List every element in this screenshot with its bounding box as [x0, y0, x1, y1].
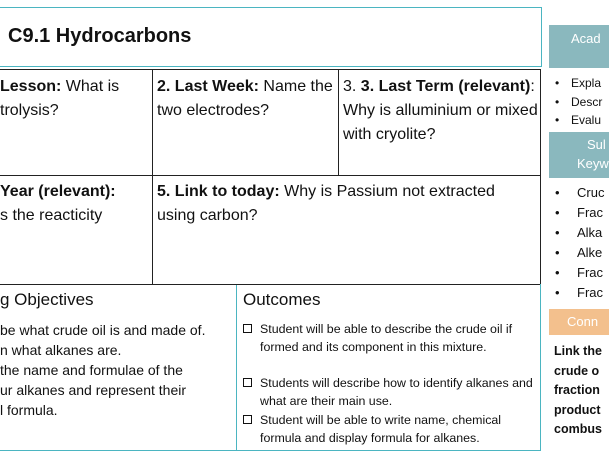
checkbox-icon — [243, 415, 252, 424]
outcomes-title: Outcomes — [243, 290, 321, 309]
objective-line: be what crude oil is and made of. — [0, 322, 206, 338]
checkbox-icon — [243, 378, 252, 387]
question-4-label: Year (relevant): — [0, 183, 116, 200]
question-3-label: 3. Last Term (relevant) — [360, 78, 531, 95]
title-box — [0, 7, 542, 67]
academic-item: • Expla — [555, 76, 602, 90]
objective-line: the name and formulae of the — [0, 362, 183, 378]
objectives-title: g Objectives — [0, 290, 94, 309]
keyword-item: • Frac — [555, 285, 603, 300]
question-1-text-cont: trolysis? — [0, 102, 59, 119]
connections-header: Conn — [549, 309, 609, 335]
question-4-text: s the reacticity — [0, 207, 103, 224]
academic-item: • Descr — [555, 95, 603, 109]
question-5-text: Why is Passium not extracted using carbon? — [157, 183, 495, 224]
question-3: 3. 3. Last Term (relevant): Why is alluminium or mixed with cryolite? — [343, 78, 538, 143]
keyword-list — [549, 178, 609, 308]
grid-line — [540, 69, 541, 284]
objective-line: l formula. — [0, 402, 58, 418]
keyword-item: • Frac — [555, 265, 603, 280]
keyword-item: • Alka — [555, 225, 603, 240]
grid-line — [338, 69, 339, 176]
question-5 — [157, 180, 537, 228]
keyword-item: • Alke — [555, 245, 603, 260]
question-5-label: 5. Link to today: — [157, 183, 280, 200]
page-title: C9.1 Hydrocarbons — [8, 25, 192, 47]
grid-line — [0, 175, 540, 176]
question-1-label: Lesson: — [0, 78, 62, 95]
objective-line: ur alkanes and represent their — [0, 382, 186, 398]
checkbox-icon — [243, 324, 252, 333]
divider — [236, 285, 237, 451]
objective-line: n what alkanes are. — [0, 342, 122, 358]
academic-item: • Evalu — [555, 113, 602, 127]
outcome-item: Student will be able to write name, chemical formula and display formula for alkanes. — [243, 411, 539, 447]
outcome-item: Student will be able to describe the crude oil if formed and its component in this mixture. — [243, 320, 539, 356]
question-3-text: : Why is alluminium or mixed with cryolite? — [343, 78, 538, 143]
question-2-text: Name the two electrodes? — [157, 78, 333, 119]
question-2-label: 2. Last Week: — [157, 78, 259, 95]
question-1-text: What is — [61, 78, 120, 95]
question-4 — [0, 180, 150, 228]
keyword-item: • Cruc — [555, 185, 605, 200]
subject-keywords-header: Sul Keyw — [549, 132, 609, 178]
academic-header: Acad — [549, 25, 609, 68]
question-2 — [157, 75, 335, 123]
academic-list — [549, 68, 609, 130]
outcome-item: Students will describe how to identify alkanes and what are their main use. — [243, 374, 539, 410]
question-1 — [0, 75, 150, 123]
connections-text: Link the crude o fraction product combus — [554, 344, 602, 436]
keyword-item: • Frac — [555, 205, 603, 220]
grid-line — [152, 69, 153, 284]
grid-line — [0, 69, 540, 70]
